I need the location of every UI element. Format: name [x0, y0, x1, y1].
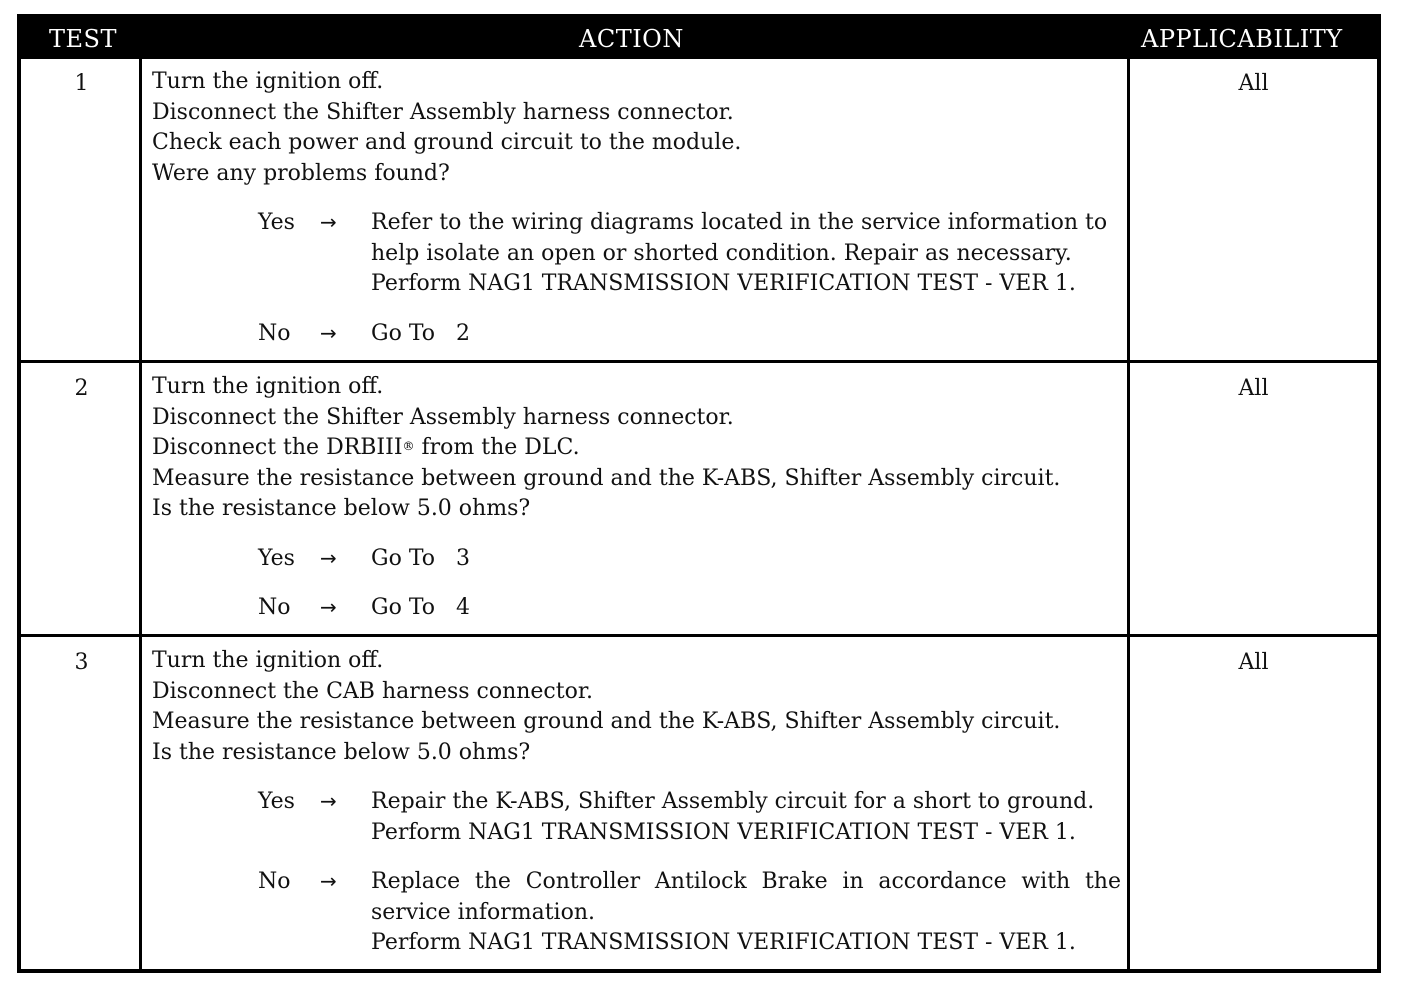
no-result — [371, 867, 1121, 959]
step-text — [152, 433, 1127, 464]
no-label: No — [258, 320, 291, 346]
no-branch — [152, 319, 1127, 350]
step-text: Were any problems found? — [152, 160, 450, 186]
table-header — [21, 18, 1377, 59]
test-number: 1 — [74, 71, 89, 96]
step-list — [152, 646, 1127, 768]
test-number: 3 — [74, 650, 89, 675]
yes-label: Yes — [258, 210, 295, 235]
step-text: Measure the resistance between ground and the K-ABS, Shifter Assembly circuit. — [152, 709, 1061, 734]
action-cell — [152, 646, 1127, 959]
row-divider — [21, 634, 1377, 637]
applicability-cell: All — [1238, 71, 1269, 96]
result-line: help isolate an open or shorted condition. Repair as necessary. — [371, 240, 1072, 266]
yes-branch — [152, 787, 1127, 848]
test-number: 2 — [74, 376, 89, 401]
step-text-part: Disconnect the DRBIII — [152, 435, 403, 460]
arrow-icon: → — [320, 869, 337, 893]
result-line: service information. — [371, 899, 595, 925]
result-line: Repair the K-ABS, Shifter Assembly circuit for a short to ground. — [371, 789, 1095, 814]
applicability-cell: All — [1238, 376, 1269, 401]
no-result: Go To 2 — [371, 320, 470, 346]
no-label: No — [258, 869, 291, 894]
yes-result: Go To 3 — [371, 545, 470, 571]
column-divider — [1127, 59, 1130, 973]
action-cell — [152, 67, 1127, 349]
yes-label: Yes — [258, 545, 295, 571]
arrow-icon: → — [320, 789, 337, 813]
row-divider — [21, 360, 1377, 363]
step-list — [152, 67, 1127, 189]
no-result: Go To 4 — [371, 595, 470, 620]
step-text: Disconnect the Shifter Assembly harness connector. — [152, 99, 734, 125]
no-branch — [152, 593, 1127, 624]
step-text: Check each power and ground circuit to the module. — [152, 130, 742, 155]
result-line: Perform NAG1 TRANSMISSION VERIFICATION TEST - VER 1. — [371, 819, 1076, 845]
yes-label: Yes — [258, 789, 295, 814]
arrow-icon: → — [320, 595, 337, 619]
step-text: Measure the resistance between ground and the K-ABS, Shifter Assembly circuit. — [152, 465, 1061, 491]
yes-branch — [152, 544, 1127, 575]
result-line: Refer to the wiring diagrams located in the service information to — [371, 210, 1108, 235]
arrow-icon: → — [320, 210, 337, 234]
no-branch — [152, 867, 1127, 959]
applicability-cell: All — [1238, 650, 1269, 675]
yes-branch — [152, 208, 1127, 300]
result-line: Replace the Controller Antilock Brake in accordance with the — [371, 869, 1121, 894]
step-text: Is the resistance below 5.0 ohms? — [152, 739, 531, 765]
step-text: Disconnect the CAB harness connector. — [152, 678, 593, 704]
registered-mark: ® — [402, 439, 415, 453]
step-text: Turn the ignition off. — [152, 69, 384, 94]
result-line: Perform NAG1 TRANSMISSION VERIFICATION TEST - VER 1. — [371, 271, 1076, 296]
diagnostic-table — [17, 14, 1381, 973]
step-text: Disconnect the Shifter Assembly harness connector. — [152, 404, 734, 430]
step-text: Turn the ignition off. — [152, 648, 384, 673]
result-line: Perform NAG1 TRANSMISSION VERIFICATION TEST - VER 1. — [371, 930, 1076, 955]
header-test: TEST — [49, 25, 117, 53]
yes-result — [371, 208, 1121, 300]
step-text: Is the resistance below 5.0 ohms? — [152, 496, 531, 521]
yes-result — [371, 787, 1121, 848]
arrow-icon: → — [320, 545, 337, 570]
step-text-part: from the DLC. — [414, 435, 580, 460]
no-label: No — [258, 595, 291, 620]
header-action: ACTION — [579, 25, 684, 53]
action-cell — [152, 372, 1127, 624]
step-text: Turn the ignition off. — [152, 374, 384, 399]
header-applicability: APPLICABILITY — [1141, 25, 1343, 53]
step-list — [152, 372, 1127, 525]
arrow-icon: → — [320, 320, 337, 345]
column-divider — [139, 59, 142, 973]
